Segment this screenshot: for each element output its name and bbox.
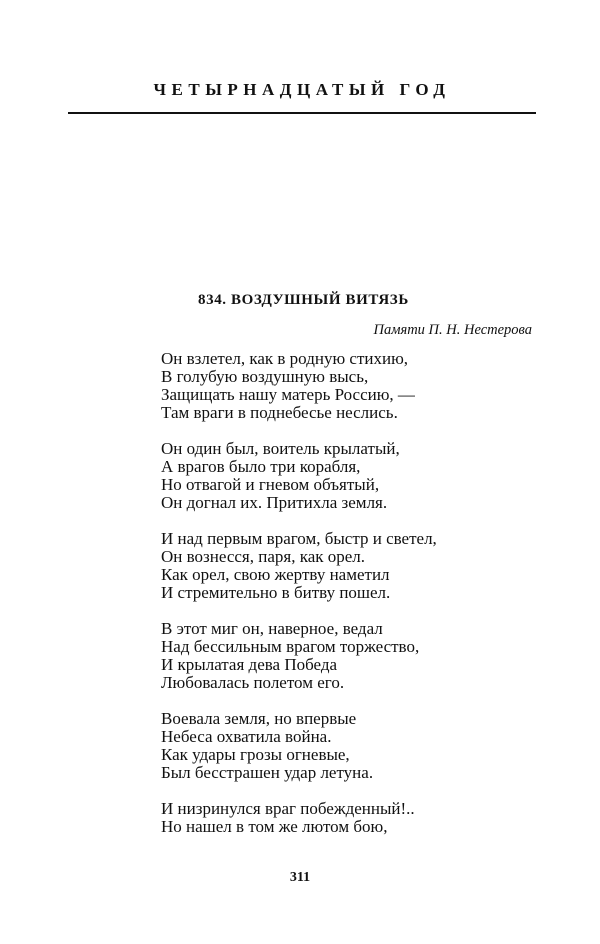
verse-line: Он взлетел, как в родную стихию,: [161, 349, 409, 368]
verse-line: Но отвагой и гневом объятый,: [161, 475, 380, 494]
running-title: ЧЕТЫРНАДЦАТЫЙ ГОД: [153, 80, 451, 99]
verse-line: Как удары грозы огневые,: [161, 745, 350, 764]
verse-line: Был бесстрашен удар летуна.: [161, 763, 374, 782]
stanza: [161, 710, 437, 782]
stanza: [161, 530, 437, 602]
verse-line: Над бессильным врагом торжество,: [161, 637, 420, 656]
verse-line: И крылатая дева Победа: [161, 655, 338, 674]
verse-line: Но нашел в том же лютом бою,: [161, 817, 388, 836]
verse-line: Он один был, воитель крылатый,: [161, 439, 400, 458]
verse-line: Воевала земля, но впервые: [161, 709, 357, 728]
verse-line: Он вознесся, паря, как орел.: [161, 547, 366, 566]
poem-verse: [161, 350, 437, 854]
verse-line: Как орел, свою жертву наметил: [161, 565, 390, 584]
stanza: [161, 620, 437, 692]
verse-line: В голубую воздушную высь,: [161, 367, 369, 386]
poem-dedication: Памяти П. Н. Нестерова: [373, 322, 532, 338]
verse-line: Он догнал их. Притихла земля.: [161, 493, 388, 512]
stanza: [161, 800, 437, 836]
verse-line: Небеса охватила война.: [161, 727, 332, 746]
stanza: [161, 350, 437, 422]
verse-line: А врагов было три корабля,: [161, 457, 361, 476]
verse-line: Там враги в поднебесье неслись.: [161, 403, 398, 422]
verse-line: Любовалась полетом его.: [161, 673, 345, 692]
stanza: [161, 440, 437, 512]
header-rule: [68, 112, 536, 114]
poem-title: 834. ВОЗДУШНЫЙ ВИТЯЗЬ: [198, 292, 409, 308]
verse-line: И низринулся враг побежденный!..: [161, 799, 415, 818]
page-number: 311: [289, 870, 311, 885]
verse-line: И над первым врагом, быстр и светел,: [161, 529, 437, 548]
verse-line: В этот миг он, наверное, ведал: [161, 619, 383, 638]
verse-line: Защищать нашу матерь Россию, —: [161, 385, 415, 404]
verse-line: И стремительно в битву пошел.: [161, 583, 391, 602]
